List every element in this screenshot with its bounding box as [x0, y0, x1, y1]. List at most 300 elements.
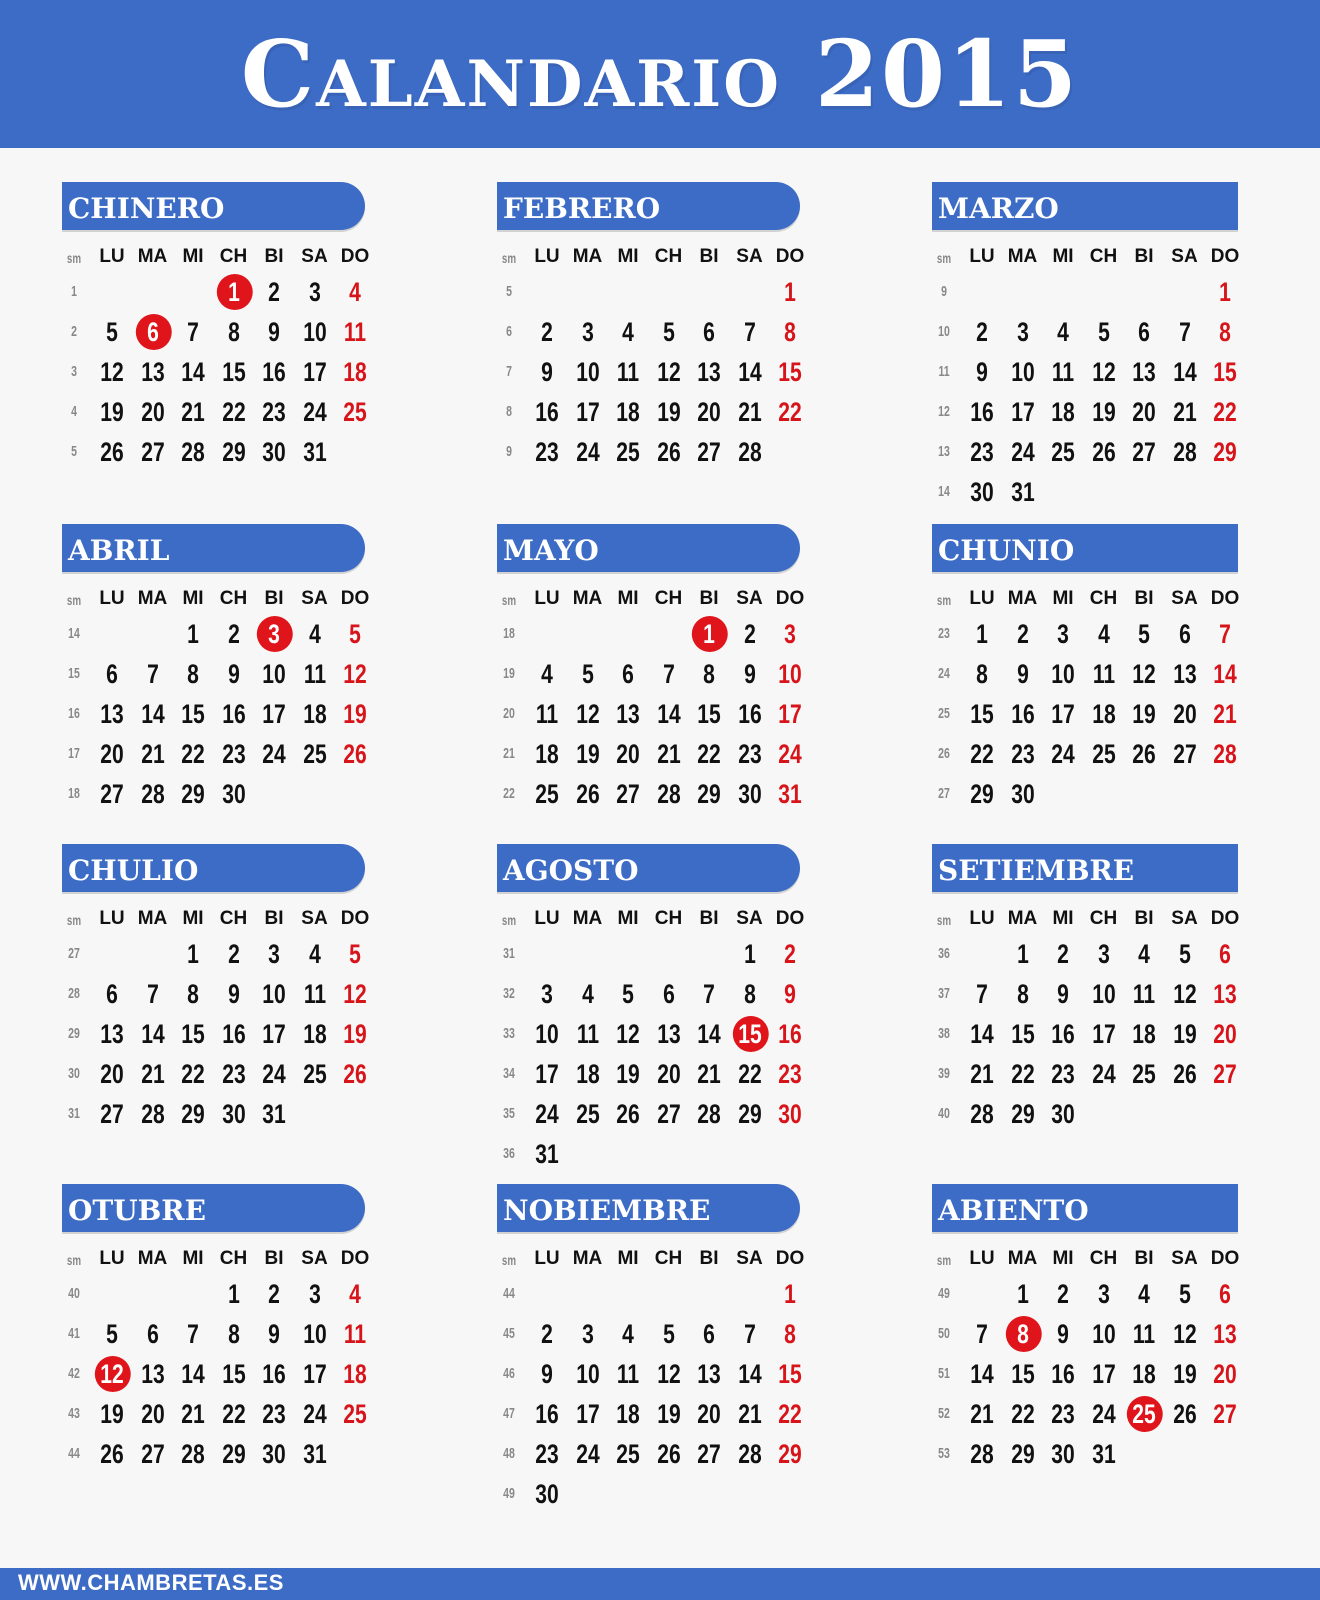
day-cell: 23	[970, 437, 994, 467]
day-cell: 4	[349, 1279, 361, 1309]
month-name: otubre	[62, 1184, 365, 1232]
day-cell: 23	[262, 1399, 286, 1429]
day-cell: 10	[1091, 979, 1116, 1009]
day-cell: 26	[343, 739, 367, 769]
day-cell: 24	[575, 437, 600, 467]
day-cell: 17	[1051, 699, 1075, 729]
day-cell: 21	[697, 1059, 721, 1089]
day-cell: 10	[1091, 1319, 1116, 1349]
week-number: 37	[938, 985, 950, 1002]
day-cell: 31	[302, 437, 327, 467]
day-cell: 30	[737, 779, 762, 809]
day-cell: 26	[1172, 1399, 1197, 1429]
weekday-label: LU	[534, 246, 560, 267]
weekday-label: MA	[137, 1248, 168, 1269]
day-cell: 29	[1010, 1439, 1035, 1469]
weekday-label: SA	[736, 1248, 763, 1269]
month-name: nobiembre	[497, 1184, 800, 1232]
day-cell: 8	[784, 317, 796, 347]
day-cell: 16	[535, 1399, 559, 1429]
day-cell: 7	[703, 979, 715, 1009]
day-cell: 27	[1172, 739, 1197, 769]
day-cell: 29	[697, 779, 721, 809]
day-cell: 13	[1213, 1319, 1237, 1349]
day-cell: 26	[656, 437, 681, 467]
day-cell: 20	[656, 1059, 681, 1089]
day-cell: 10	[262, 979, 286, 1009]
day-cell: 22	[221, 1399, 246, 1429]
weekday-label: BI	[699, 1248, 719, 1269]
day-cell: 13	[1132, 357, 1156, 387]
day-cell: 4	[581, 979, 594, 1009]
day-cell: 8	[703, 659, 715, 689]
day-cell: 2	[1057, 1279, 1069, 1309]
weekday-label: DO	[775, 588, 805, 609]
weekday-label: DO	[775, 246, 805, 267]
day-cell: 11	[343, 1319, 367, 1349]
day-cell: 23	[778, 1059, 802, 1089]
week-number: 27	[938, 785, 950, 802]
day-cell: 14	[737, 1359, 762, 1389]
day-cell: 19	[575, 739, 600, 769]
day-cell: 9	[1057, 1319, 1069, 1349]
weekday-label: SA	[736, 588, 763, 609]
weekday-label: LU	[99, 908, 125, 929]
day-cell: 17	[535, 1059, 559, 1089]
day-cell: 4	[622, 317, 634, 347]
weekday-label: sm	[66, 1252, 82, 1268]
day-cell: 3	[1097, 939, 1110, 969]
day-cell: 4	[349, 277, 361, 307]
day-cell: 20	[697, 397, 721, 427]
day-cell: 16	[1051, 1359, 1075, 1389]
week-number: 1	[71, 283, 77, 300]
weekday-label: LU	[99, 246, 125, 267]
day-cell: 8	[187, 659, 199, 689]
day-cell: 20	[1213, 1359, 1237, 1389]
weekday-label: SA	[736, 908, 763, 929]
week-number: 10	[938, 323, 950, 340]
weekday-label: DO	[340, 1248, 370, 1269]
day-cell: 24	[1051, 739, 1075, 769]
day-cell: 22	[181, 1059, 205, 1089]
weekday-label: SA	[1171, 246, 1198, 267]
day-cell: 7	[1219, 619, 1231, 649]
day-cell: 25	[343, 397, 367, 427]
day-cell: 17	[262, 1019, 286, 1049]
day-cell: 5	[106, 317, 118, 347]
day-cell: 17	[1091, 1019, 1116, 1049]
day-cell: 12	[1172, 1319, 1197, 1349]
weekday-label: sm	[936, 592, 952, 608]
day-cell: 3	[581, 1319, 594, 1349]
day-cell: 4	[1138, 1279, 1150, 1309]
day-cell: 17	[302, 357, 327, 387]
day-cell: 30	[221, 779, 246, 809]
week-number: 46	[503, 1365, 515, 1382]
week-number: 18	[68, 785, 80, 802]
day-cell: 12	[656, 357, 681, 387]
weekday-label: DO	[1210, 1248, 1240, 1269]
day-cell: 18	[343, 1359, 367, 1389]
weekday-label: BI	[264, 588, 284, 609]
week-number: 9	[941, 283, 947, 300]
weekday-label: CH	[1089, 588, 1118, 609]
day-cell: 11	[616, 1359, 640, 1389]
day-cell: 1	[976, 619, 988, 649]
day-cell: 9	[541, 1359, 553, 1389]
day-cell: 30	[778, 1099, 802, 1129]
day-cell: 18	[302, 1019, 327, 1049]
day-cell: 1	[1016, 939, 1029, 969]
day-cell: 21	[970, 1059, 994, 1089]
weekday-label: MI	[1052, 588, 1074, 609]
day-cell: 27	[140, 1439, 165, 1469]
holiday-day: 15	[734, 1014, 765, 1054]
day-cell: 27	[1213, 1059, 1237, 1089]
holiday-day: 8	[1007, 1314, 1038, 1354]
weekday-label: MI	[617, 246, 639, 267]
day-cell: 31	[778, 779, 802, 809]
weekday-label: CH	[1089, 246, 1118, 267]
day-cell: 30	[535, 1479, 559, 1509]
day-cell: 20	[1132, 397, 1156, 427]
day-cell: 22	[181, 739, 205, 769]
weekday-label: MA	[572, 588, 603, 609]
week-number: 45	[503, 1325, 515, 1342]
week-number: 38	[938, 1025, 950, 1042]
week-number: 32	[503, 985, 515, 1002]
day-cell: 14	[970, 1019, 994, 1049]
day-cell: 27	[140, 437, 165, 467]
week-number: 39	[938, 1065, 950, 1082]
weekday-label: DO	[775, 908, 805, 929]
day-cell: 13	[140, 1359, 165, 1389]
week-number: 49	[938, 1285, 950, 1302]
day-cell: 29	[221, 437, 246, 467]
footer-url[interactable]: WWW.CHAMBRETAS.ES	[18, 1570, 284, 1595]
day-cell: 2	[541, 1319, 553, 1349]
day-cell: 19	[343, 1019, 367, 1049]
weekday-label: DO	[1210, 908, 1240, 929]
day-cell: 10	[575, 1359, 600, 1389]
day-cell: 4	[1057, 317, 1069, 347]
week-number: 40	[938, 1105, 950, 1122]
weekday-label: MA	[572, 908, 603, 929]
day-cell: 26	[100, 437, 124, 467]
weekday-label: MI	[182, 908, 204, 929]
day-cell: 2	[227, 619, 240, 649]
day-cell: 14	[1172, 357, 1197, 387]
weekday-label: BI	[264, 908, 284, 929]
day-cell: 11	[343, 317, 367, 347]
day-cell: 12	[616, 1019, 640, 1049]
month-name: setiembre	[932, 844, 1238, 892]
day-cell: 22	[221, 397, 246, 427]
day-cell: 26	[575, 779, 600, 809]
weekday-label: MI	[182, 1248, 204, 1269]
day-cell: 17	[302, 1359, 327, 1389]
day-cell: 5	[1178, 939, 1191, 969]
day-cell: 2	[227, 939, 240, 969]
day-cell: 22	[1213, 397, 1237, 427]
weekday-label: SA	[1171, 588, 1198, 609]
day-cell: 21	[140, 1059, 165, 1089]
day-cell: 23	[1051, 1399, 1075, 1429]
day-cell: 16	[1051, 1019, 1075, 1049]
day-cell: 26	[656, 1439, 681, 1469]
week-number: 19	[503, 665, 515, 682]
day-cell: 8	[227, 317, 240, 347]
month-name: marzo	[932, 182, 1238, 230]
day-cell: 2	[784, 939, 796, 969]
day-cell: 22	[1010, 1059, 1035, 1089]
day-cell: 11	[303, 979, 326, 1009]
day-cell: 2	[976, 317, 988, 347]
week-number: 47	[503, 1405, 515, 1422]
week-number: 33	[503, 1025, 515, 1042]
day-cell: 8	[187, 979, 199, 1009]
day-cell: 13	[100, 1019, 124, 1049]
day-cell: 26	[1091, 437, 1116, 467]
weekday-label: MI	[182, 246, 204, 267]
weekday-label: sm	[936, 250, 952, 266]
day-cell: 25	[1132, 1059, 1156, 1089]
day-cell: 21	[1213, 699, 1237, 729]
day-cell: 22	[697, 739, 721, 769]
day-cell: 7	[976, 979, 988, 1009]
weekday-label: SA	[301, 246, 328, 267]
month-name: febrero	[497, 182, 800, 230]
day-cell: 14	[140, 699, 165, 729]
day-cell: 17	[1091, 1359, 1116, 1389]
day-cell: 14	[970, 1359, 994, 1389]
month-name: mayo	[497, 524, 800, 572]
day-cell: 13	[697, 357, 721, 387]
day-cell: 4	[308, 619, 321, 649]
weekday-label: LU	[969, 908, 995, 929]
day-cell: 6	[703, 317, 715, 347]
day-cell: 13	[656, 1019, 681, 1049]
day-cell: 11	[1051, 357, 1075, 387]
weekday-label: sm	[66, 250, 82, 266]
weekday-label: MI	[1052, 246, 1074, 267]
day-cell: 25	[1091, 739, 1116, 769]
weekday-label: BI	[1134, 588, 1154, 609]
day-cell: 24	[302, 1399, 327, 1429]
day-cell: 14	[140, 1019, 165, 1049]
day-cell: 18	[616, 397, 640, 427]
week-number: 48	[503, 1445, 515, 1462]
day-cell: 9	[743, 659, 756, 689]
week-number: 34	[503, 1065, 515, 1082]
day-cell: 12	[1091, 357, 1116, 387]
day-cell: 23	[1051, 1059, 1075, 1089]
day-cell: 25	[1051, 437, 1075, 467]
week-number: 30	[68, 1065, 80, 1082]
day-cell: 3	[541, 979, 553, 1009]
day-cell: 12	[343, 979, 367, 1009]
day-cell: 8	[743, 979, 756, 1009]
day-cell: 18	[616, 1399, 640, 1429]
day-cell: 10	[302, 1319, 327, 1349]
day-cell: 9	[976, 357, 988, 387]
day-cell: 19	[616, 1059, 640, 1089]
day-cell: 27	[1132, 437, 1156, 467]
weekday-label: SA	[1171, 908, 1198, 929]
weekday-label: LU	[534, 908, 560, 929]
day-cell: 27	[100, 1099, 124, 1129]
holiday-day: 12	[96, 1354, 127, 1394]
day-cell: 25	[302, 739, 327, 769]
weekday-label: MA	[137, 246, 168, 267]
weekday-label: DO	[340, 588, 370, 609]
weekday-label: CH	[654, 246, 683, 267]
weekday-label: CH	[654, 908, 683, 929]
day-cell: 7	[187, 1319, 199, 1349]
day-cell: 15	[221, 1359, 246, 1389]
day-cell: 10	[575, 357, 600, 387]
weekday-label: LU	[534, 1248, 560, 1269]
day-cell: 9	[1016, 659, 1029, 689]
holiday-day: 1	[218, 272, 249, 312]
day-cell: 27	[616, 779, 640, 809]
weekday-label: sm	[936, 1252, 952, 1268]
day-cell: 6	[106, 659, 118, 689]
week-number: 16	[68, 705, 80, 722]
day-cell: 5	[581, 659, 594, 689]
day-cell: 30	[262, 437, 286, 467]
day-cell: 24	[262, 1059, 286, 1089]
weekday-label: CH	[219, 908, 248, 929]
day-cell: 18	[1091, 699, 1116, 729]
day-cell: 14	[181, 1359, 205, 1389]
day-cell: 6	[1219, 1279, 1231, 1309]
day-cell: 15	[970, 699, 994, 729]
day-cell: 23	[535, 1439, 559, 1469]
day-cell: 4	[1097, 619, 1110, 649]
month-name: agosto	[497, 844, 800, 892]
day-cell: 9	[227, 979, 240, 1009]
week-number: 25	[938, 705, 950, 722]
day-cell: 13	[1213, 979, 1237, 1009]
day-cell: 1	[187, 939, 199, 969]
day-cell: 26	[343, 1059, 367, 1089]
day-cell: 1	[784, 1279, 796, 1309]
day-cell: 15	[697, 699, 721, 729]
day-cell: 6	[106, 979, 118, 1009]
day-cell: 23	[221, 739, 246, 769]
day-cell: 22	[970, 739, 994, 769]
day-cell: 18	[302, 699, 327, 729]
day-cell: 11	[616, 357, 640, 387]
weekday-label: MI	[182, 588, 204, 609]
weekday-label: SA	[1171, 1248, 1198, 1269]
day-cell: 24	[302, 397, 327, 427]
day-cell: 24	[575, 1439, 600, 1469]
day-cell: 21	[737, 1399, 762, 1429]
day-cell: 12	[656, 1359, 681, 1389]
day-cell: 14	[737, 357, 762, 387]
day-cell: 24	[1091, 1399, 1116, 1429]
weekday-label: MA	[572, 1248, 603, 1269]
weekday-label: LU	[969, 1248, 995, 1269]
weekday-label: MA	[1007, 588, 1038, 609]
day-cell: 7	[743, 317, 756, 347]
week-number: 44	[68, 1445, 80, 1462]
day-cell: 5	[1097, 317, 1110, 347]
day-cell: 11	[1132, 1319, 1156, 1349]
day-cell: 1	[1219, 277, 1231, 307]
week-number: 36	[938, 945, 950, 962]
day-cell: 9	[784, 979, 796, 1009]
weekday-label: CH	[1089, 908, 1118, 929]
day-cell: 28	[140, 1099, 165, 1129]
day-cell: 19	[1091, 397, 1116, 427]
day-cell: 12	[1132, 659, 1156, 689]
day-cell: 20	[140, 1399, 165, 1429]
day-cell: 3	[581, 317, 594, 347]
day-cell: 3	[1057, 619, 1069, 649]
day-cell: 20	[1213, 1019, 1237, 1049]
day-cell: 5	[1138, 619, 1150, 649]
day-cell: 28	[140, 779, 165, 809]
weekday-label: sm	[501, 592, 517, 608]
day-cell: 28	[737, 1439, 762, 1469]
day-cell: 21	[181, 397, 205, 427]
week-number: 14	[68, 625, 80, 642]
page-title: Calandario 2015	[240, 20, 1080, 128]
week-number: 42	[68, 1365, 80, 1382]
day-cell: 8	[976, 659, 988, 689]
day-cell: 3	[268, 939, 280, 969]
day-cell: 13	[100, 699, 124, 729]
day-cell: 26	[1132, 739, 1156, 769]
month-name: chulio	[62, 844, 365, 892]
weekday-label: sm	[66, 912, 82, 928]
day-cell: 20	[616, 739, 640, 769]
weekday-label: sm	[936, 912, 952, 928]
day-cell: 22	[1010, 1399, 1035, 1429]
day-cell: 12	[100, 357, 124, 387]
weekday-label: BI	[699, 588, 719, 609]
day-cell: 11	[535, 699, 559, 729]
day-cell: 21	[656, 739, 681, 769]
day-cell: 27	[100, 779, 124, 809]
day-cell: 25	[535, 779, 559, 809]
weekday-label: CH	[654, 588, 683, 609]
day-cell: 6	[1138, 317, 1150, 347]
day-cell: 3	[1097, 1279, 1110, 1309]
day-cell: 7	[146, 979, 159, 1009]
day-cell: 16	[737, 699, 762, 729]
day-cell: 15	[778, 357, 802, 387]
day-cell: 17	[575, 1399, 600, 1429]
month-name: chunio	[932, 524, 1238, 572]
day-cell: 7	[1178, 317, 1191, 347]
day-cell: 28	[970, 1439, 994, 1469]
day-cell: 11	[303, 659, 326, 689]
day-cell: 16	[262, 357, 286, 387]
day-cell: 17	[1010, 397, 1035, 427]
day-cell: 25	[302, 1059, 327, 1089]
day-cell: 28	[970, 1099, 994, 1129]
day-cell: 15	[181, 1019, 205, 1049]
day-cell: 8	[227, 1319, 240, 1349]
day-cell: 26	[1172, 1059, 1197, 1089]
day-cell: 23	[535, 437, 559, 467]
day-cell: 23	[1010, 739, 1035, 769]
